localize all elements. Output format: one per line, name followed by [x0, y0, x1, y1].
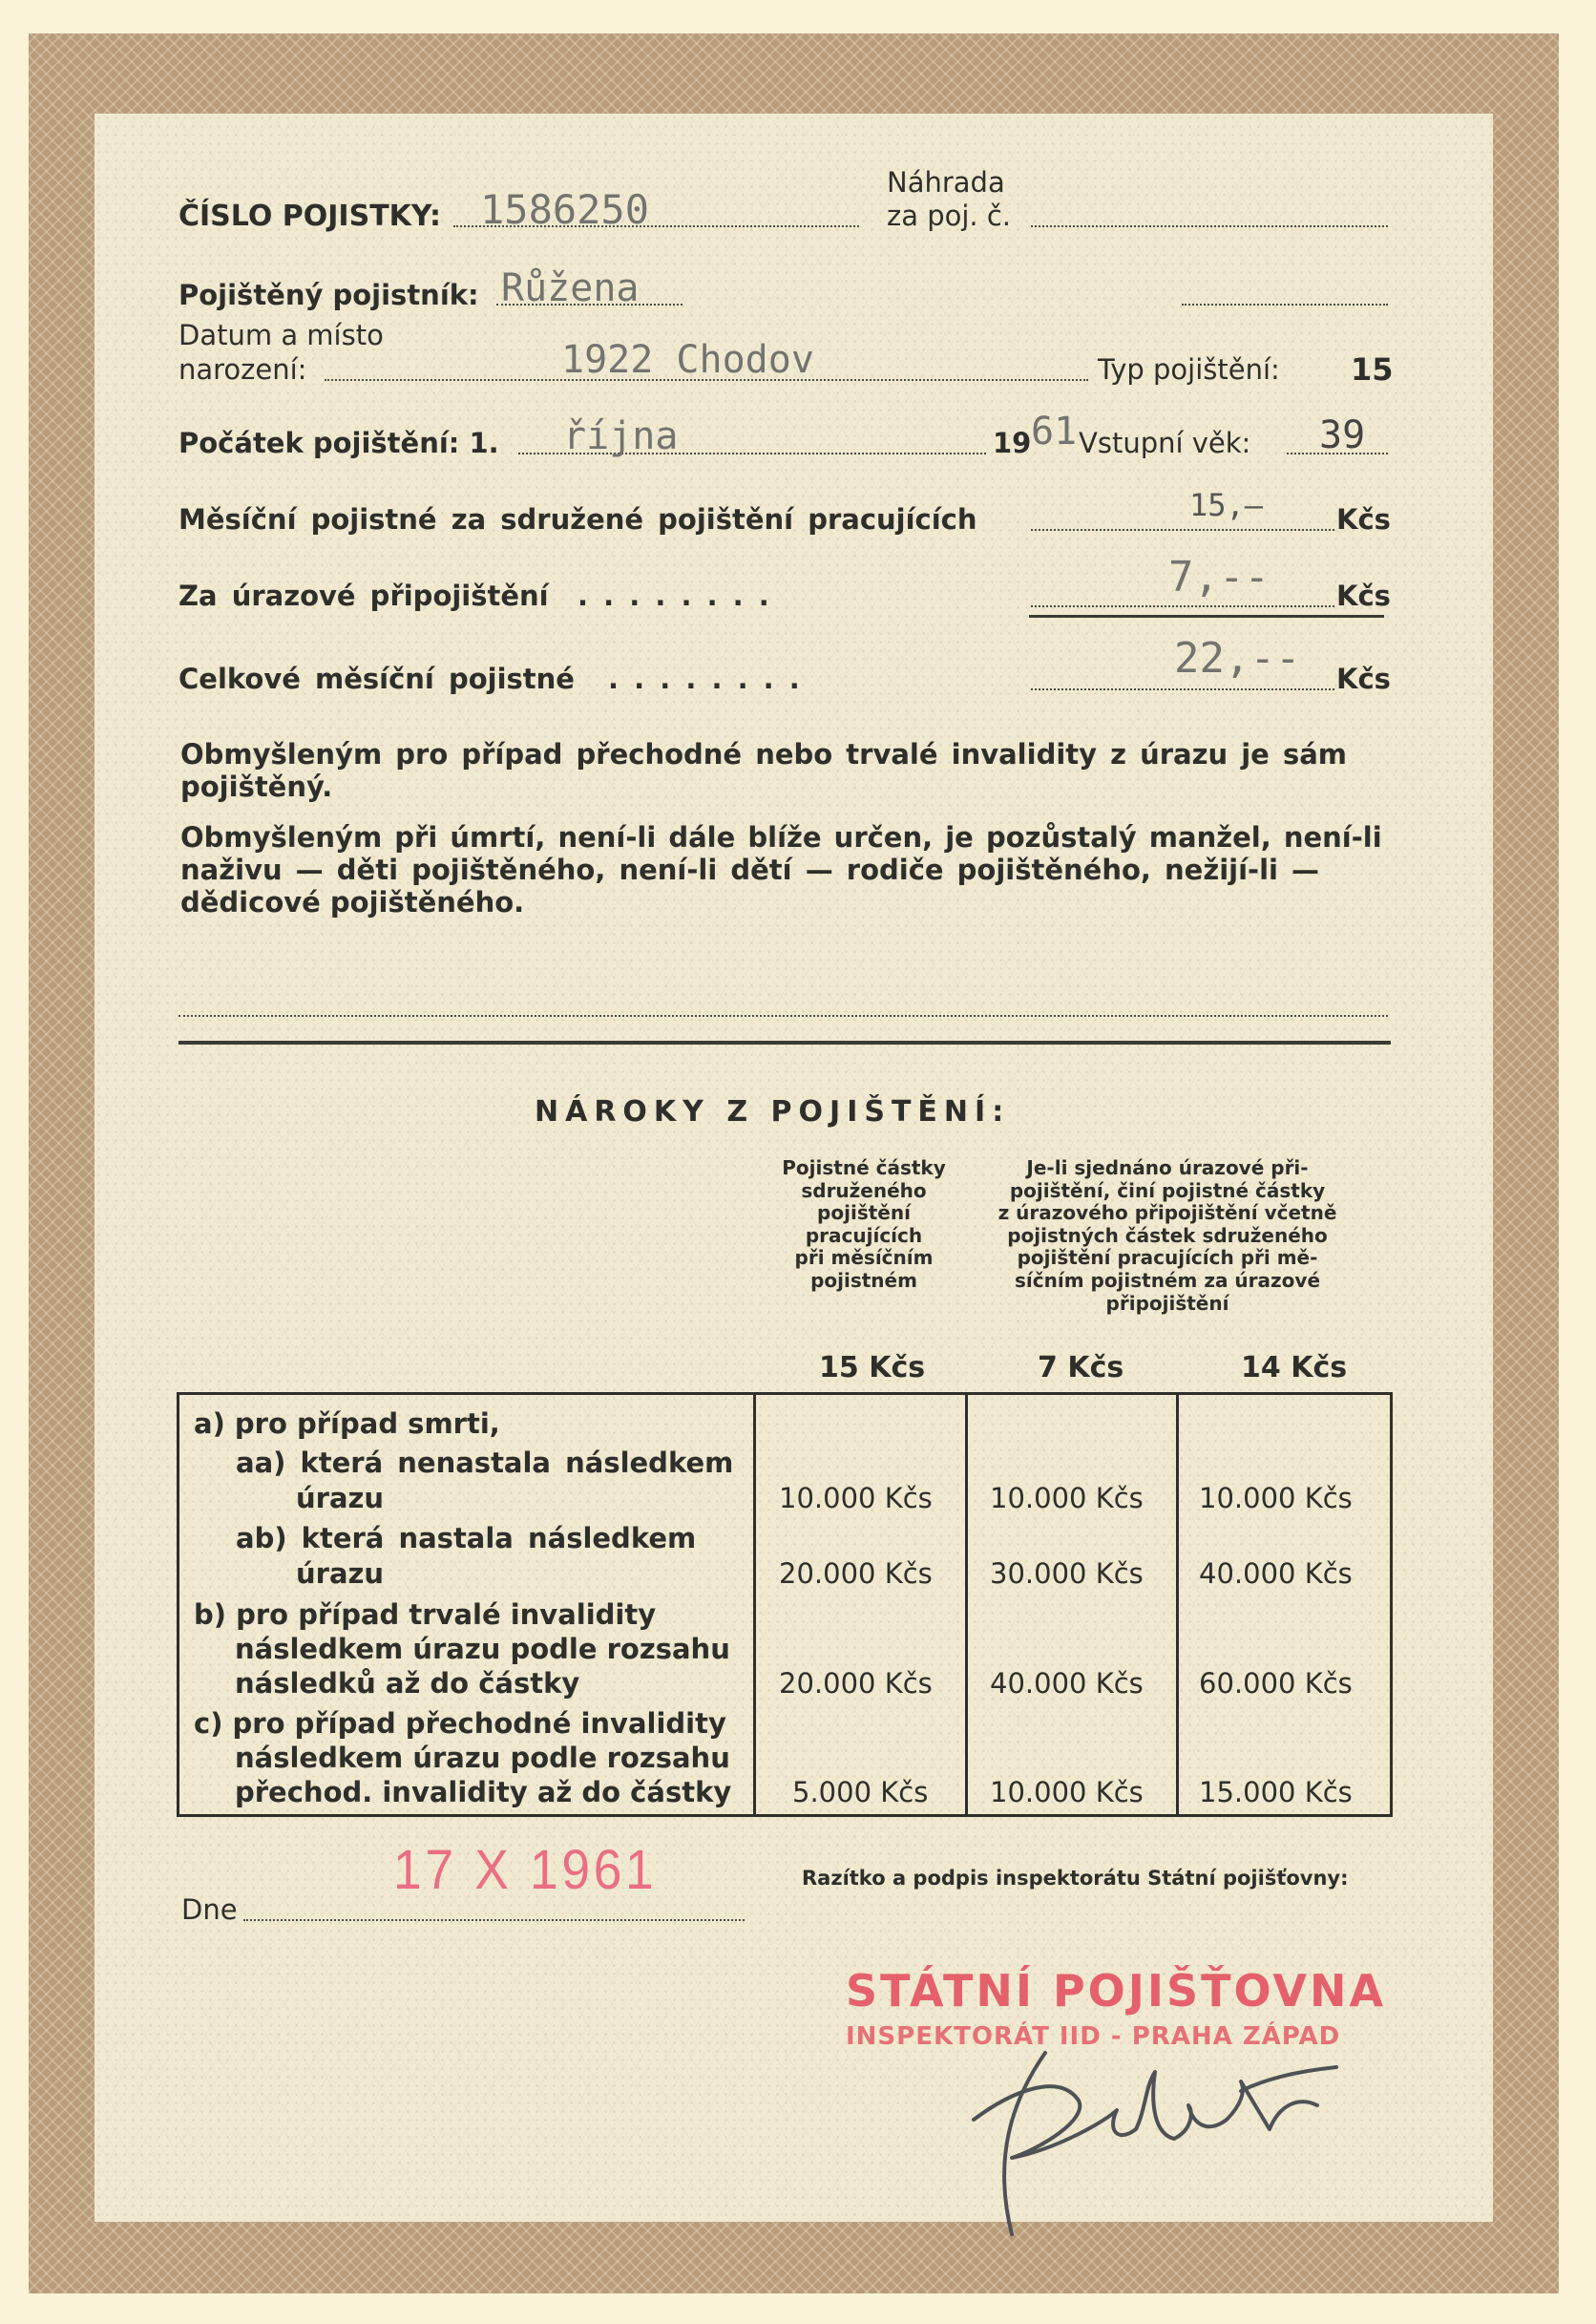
col1-header-line: pojistném	[810, 1268, 917, 1292]
col2-header-line: z úrazového připojištění včetně	[998, 1201, 1337, 1225]
date-line	[243, 1919, 745, 1921]
claims-col1-header	[764, 1157, 964, 1293]
start-month: října	[563, 414, 679, 458]
insured-line	[496, 304, 682, 306]
insurer-stamp-line1: STÁTNÍ POJIŠŤOVNA	[846, 1965, 1387, 2017]
row-a-label: a) pro případ smrti,	[194, 1407, 500, 1440]
accident-premium-value: 7,--	[1168, 553, 1270, 602]
monthly-premium-label: Měsíční pojistné za sdružené pojištění pracujících	[178, 503, 977, 536]
signature	[955, 2015, 1365, 2263]
row-b-value-3: 60.000 Kčs	[1199, 1667, 1353, 1700]
age-line	[1287, 453, 1388, 454]
row-b-line1: b) pro případ trvalé invalidity	[194, 1598, 657, 1631]
row-b-value-1: 20.000 Kčs	[779, 1667, 933, 1700]
table-divider	[965, 1392, 968, 1817]
col1-header-line: při měsíčním	[794, 1246, 934, 1270]
replacement-sub-label: za poj. č.	[887, 200, 1012, 232]
row-b-line3: následků až do částky	[235, 1667, 580, 1700]
col1-header-line: Pojistné částky	[782, 1156, 946, 1179]
policy-number-value: 1586250	[480, 186, 650, 233]
amount-header-1: 15 Kčs	[819, 1351, 926, 1384]
monthly-premium-line	[1031, 529, 1334, 531]
col2-header-line: pojistných částek sdruženého	[1007, 1223, 1328, 1247]
policy-number-line	[453, 225, 859, 227]
row-ab-value-2: 30.000 Kčs	[990, 1557, 1144, 1590]
row-c-line2: následkem úrazu podle rozsahu	[235, 1742, 730, 1774]
row-aa-value-2: 10.000 Kčs	[990, 1482, 1144, 1514]
insurer-stamp-line2: INSPEKTORÁT IID - PRAHA ZÁPAD	[846, 2022, 1341, 2051]
insured-line-right	[1182, 304, 1388, 306]
col1-header-line: pojištění	[817, 1201, 911, 1225]
insured-name: Růžena	[501, 266, 640, 310]
beneficiary-para2-line1: Obmyšleným při úmrtí, není-li dále blíže určen, je pozůstalý manžel, není-li	[180, 821, 1382, 854]
age-label: Vstupní věk:	[1079, 427, 1251, 459]
row-ab-line1: ab) která nastala následkem	[236, 1522, 697, 1554]
table-divider	[753, 1392, 756, 1817]
claims-title: NÁROKY Z POJIŠTĚNÍ:	[535, 1095, 1011, 1129]
row-ab-line2: úrazu	[296, 1557, 385, 1590]
row-ab-value-1: 20.000 Kčs	[779, 1557, 933, 1590]
age-value: 39	[1319, 413, 1366, 457]
col1-header-line: sdruženého	[801, 1178, 927, 1202]
total-premium-currency: Kčs	[1336, 663, 1391, 695]
beneficiary-para1-line2: pojištěný.	[180, 771, 333, 803]
col2-header-line: připojištění	[1105, 1291, 1229, 1315]
col2-header-line: pojištění pracujících při mě-	[1017, 1246, 1318, 1270]
row-ab-value-3: 40.000 Kčs	[1199, 1557, 1353, 1590]
start-year-prefix: 19	[993, 427, 1032, 459]
col1-header-line: pracujících	[805, 1223, 923, 1247]
accident-premium-currency: Kčs	[1336, 580, 1391, 612]
total-premium-value: 22,--	[1174, 634, 1301, 683]
total-premium-line	[1031, 688, 1334, 690]
accident-premium-line	[1031, 605, 1334, 607]
blank-dotted-line	[178, 1015, 1388, 1017]
beneficiary-para1-line1: Obmyšleným pro případ přechodné nebo trvalé invalidity z úrazu je sám	[180, 738, 1347, 771]
row-aa-line1: aa) která nenastala následkem	[236, 1447, 734, 1479]
section-rule	[178, 1041, 1391, 1045]
row-c-value-2: 10.000 Kčs	[990, 1776, 1144, 1808]
row-aa-value-3: 10.000 Kčs	[1199, 1482, 1353, 1514]
type-value: 15	[1351, 351, 1394, 388]
birth-label-1: Datum a místo	[178, 319, 384, 351]
accident-premium-leader: . . . . . . . .	[578, 580, 772, 612]
insured-label: Pojištěný pojistník:	[178, 279, 479, 311]
row-c-line1: c) pro případ přechodné invalidity	[194, 1707, 726, 1740]
monthly-premium-currency: Kčs	[1336, 503, 1391, 536]
beneficiary-para2-line3: dědicové pojištěného.	[180, 886, 525, 919]
row-c-value-3: 15.000 Kčs	[1199, 1776, 1353, 1808]
total-premium-label: Celkové měsíční pojistné	[178, 663, 575, 695]
monthly-premium-value: 15,—	[1189, 487, 1264, 523]
row-aa-line2: úrazu	[296, 1482, 385, 1514]
date-label: Dne	[181, 1893, 238, 1926]
claims-col2-header	[972, 1157, 1363, 1315]
table-divider	[1176, 1392, 1179, 1817]
row-c-line3: přechod. invalidity až do částky	[235, 1776, 732, 1808]
col2-header-line: síčním pojistném za úrazové	[1014, 1268, 1321, 1292]
row-aa-value-1: 10.000 Kčs	[779, 1482, 933, 1514]
row-b-value-2: 40.000 Kčs	[990, 1667, 1144, 1700]
row-c-value-1: 5.000 Kčs	[792, 1776, 929, 1808]
replacement-label: Náhrada	[887, 166, 1005, 199]
birth-label-2: narození:	[178, 353, 307, 386]
date-stamp: 17 X 1961	[393, 1839, 658, 1901]
row-b-line2: následkem úrazu podle rozsahu	[235, 1633, 730, 1665]
sum-rule	[1029, 615, 1384, 618]
type-label: Typ pojištění:	[1098, 353, 1280, 386]
birth-value: 1922 Chodov	[561, 338, 814, 382]
col2-header-line: Je-li sjednáno úrazové při-	[1026, 1156, 1309, 1179]
start-label: Počátek pojištění: 1.	[178, 427, 499, 459]
stamp-signature-label: Razítko a podpis inspektorátu Státní pojišťovny:	[802, 1867, 1349, 1890]
policy-number-label: ČÍSLO POJISTKY:	[178, 200, 442, 233]
start-year-suffix: 61	[1031, 410, 1078, 454]
replacement-line	[1031, 225, 1388, 227]
total-premium-leader: . . . . . . . .	[608, 663, 803, 695]
amount-header-3: 14 Kčs	[1241, 1351, 1348, 1384]
amount-header-2: 7 Kčs	[1038, 1351, 1124, 1384]
beneficiary-para2-line2: naživu — děti pojištěného, není-li dětí — rodiče pojištěného, nežijí-li —	[180, 854, 1320, 886]
accident-premium-label: Za úrazové připojištění	[178, 580, 549, 612]
col2-header-line: pojištění, činí pojistné částky	[1009, 1178, 1326, 1202]
